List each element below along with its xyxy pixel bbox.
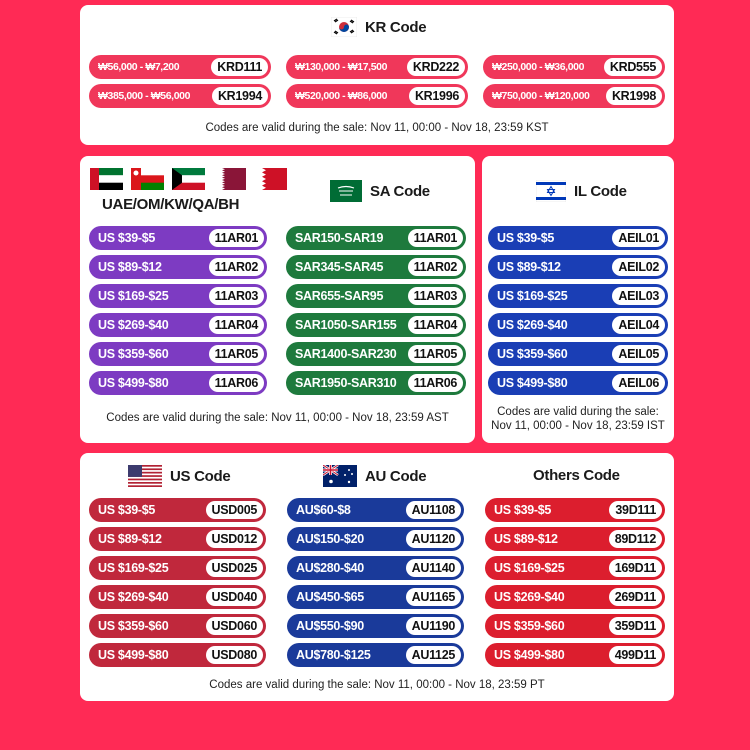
il-code-pill[interactable] [488, 284, 668, 308]
us-price-range: US $359-$60 [98, 619, 169, 633]
il-coupon-code[interactable]: AEIL05 [612, 345, 665, 363]
others-coupon-code[interactable]: 169D11 [609, 559, 662, 577]
gcc-price-range: US $39-$5 [98, 231, 156, 245]
us-code-pill[interactable] [89, 556, 266, 580]
il-coupon-code[interactable]: AEIL03 [612, 287, 665, 305]
kr-coupon-code[interactable]: KRD111 [211, 58, 268, 76]
others-price-range: US $269-$40 [494, 590, 565, 604]
il-price-range: US $39-$5 [497, 231, 555, 245]
us-code-pill[interactable] [89, 527, 266, 551]
others-price-range: US $359-$60 [494, 619, 565, 633]
sa-header [330, 180, 430, 202]
others-header [533, 467, 620, 484]
au-coupon-code[interactable]: AU1125 [406, 646, 461, 664]
us-code-pill[interactable] [89, 498, 266, 522]
il-code-pill[interactable] [488, 226, 668, 250]
il-price-range: US $169-$25 [497, 289, 568, 303]
sa-code-pill[interactable] [286, 255, 466, 279]
au-header [323, 465, 426, 487]
sa-code-pill[interactable] [286, 371, 466, 395]
others-coupon-code[interactable]: 39D111 [609, 501, 662, 519]
us-coupon-code[interactable]: USD005 [206, 501, 263, 519]
sa-validity-note: Codes are valid during the sale: Nov 11, 00:00 - Nov 18, 23:59 AST [106, 412, 449, 424]
sa-price-range: SAR1950-SAR310 [295, 376, 397, 390]
us-coupon-code[interactable]: USD025 [206, 559, 263, 577]
kr-title: KR Code [365, 18, 427, 36]
au-title: AU Code [365, 467, 427, 485]
us-au-others-code-card [80, 453, 674, 701]
others-price-range: US $499-$80 [494, 648, 565, 662]
kr-price-range: ₩130,000 - ₩17,500 [295, 61, 388, 73]
others-coupon-code[interactable]: 269D11 [609, 588, 662, 606]
kr-code-card [80, 5, 674, 145]
gcc-coupon-code[interactable]: 11AR01 [209, 229, 264, 247]
au-price-range: AU$450-$65 [296, 590, 364, 604]
il-price-range: US $499-$80 [497, 376, 568, 390]
il-coupon-code[interactable]: AEIL04 [612, 316, 665, 334]
sa-code-pill[interactable] [286, 226, 466, 250]
gcc-coupon-code[interactable]: 11AR03 [209, 287, 264, 305]
au-coupon-code[interactable]: AU1120 [406, 530, 461, 548]
pt-validity-note: Codes are valid during the sale: Nov 11, 00:00 - Nov 18, 23:59 PT [209, 679, 545, 691]
others-coupon-code[interactable]: 359D11 [609, 617, 662, 635]
il-price-range: US $269-$40 [497, 318, 568, 332]
gcc-price-range: US $169-$25 [98, 289, 169, 303]
others-price-range: US $89-$12 [494, 532, 558, 546]
kr-price-range: ₩520,000 - ₩86,000 [295, 90, 388, 102]
bahrain-flag-icon [254, 168, 287, 190]
au-code-pill[interactable] [287, 527, 464, 551]
au-code-pill[interactable] [287, 585, 464, 609]
kr-price-range: ₩250,000 - ₩36,000 [492, 61, 585, 73]
gcc-price-range: US $89-$12 [98, 260, 162, 274]
kr-code-pill[interactable] [483, 84, 665, 108]
gcc-code-pill[interactable] [89, 226, 267, 250]
us-coupon-code[interactable]: USD040 [206, 588, 263, 606]
au-code-pill[interactable] [287, 614, 464, 638]
us-price-range: US $89-$12 [98, 532, 162, 546]
au-coupon-code[interactable]: AU1108 [406, 501, 461, 519]
gcc-coupon-code[interactable]: 11AR06 [209, 374, 264, 392]
sa-coupon-code[interactable]: 11AR06 [408, 374, 463, 392]
sa-price-range: SAR150-SAR19 [295, 231, 384, 245]
gcc-code-pill[interactable] [89, 255, 267, 279]
sa-coupon-code[interactable]: 11AR04 [408, 316, 463, 334]
sa-price-range: SAR1400-SAR230 [295, 347, 397, 361]
gcc-sa-code-card [80, 156, 475, 443]
others-code-pill[interactable] [485, 498, 665, 522]
sa-code-pill[interactable] [286, 284, 466, 308]
au-code-pill[interactable] [287, 498, 464, 522]
others-code-pill[interactable] [485, 556, 665, 580]
il-title: IL Code [574, 182, 627, 200]
au-price-range: AU$550-$90 [296, 619, 364, 633]
il-coupon-code[interactable]: AEIL02 [612, 258, 665, 276]
kuwait-flag-icon [172, 168, 205, 190]
us-code-pill[interactable] [89, 643, 266, 667]
il-validity-note-line1: Codes are valid during the sale: [497, 406, 659, 418]
others-code-pill[interactable] [485, 643, 665, 667]
gcc-price-range: US $269-$40 [98, 318, 169, 332]
au-price-range: AU$150-$20 [296, 532, 364, 546]
il-coupon-code[interactable]: AEIL06 [612, 374, 665, 392]
kr-price-range: ₩750,000 - ₩120,000 [492, 90, 590, 102]
us-coupon-code[interactable]: USD080 [206, 646, 263, 664]
israel-flag-icon [536, 180, 566, 202]
kr-coupon-code[interactable]: KR1994 [212, 87, 268, 105]
kr-code-pill[interactable] [89, 55, 271, 79]
others-price-range: US $39-$5 [494, 503, 552, 517]
us-title: US Code [170, 467, 231, 485]
gcc-header [102, 196, 239, 213]
kr-coupon-code[interactable]: KR1996 [409, 87, 465, 105]
au-code-pill[interactable] [287, 556, 464, 580]
au-price-range: AU$60-$8 [296, 503, 351, 517]
others-code-pill[interactable] [485, 614, 665, 638]
uae-flag-icon [90, 168, 123, 190]
sa-price-range: SAR1050-SAR155 [295, 318, 397, 332]
others-price-range: US $169-$25 [494, 561, 565, 575]
sa-coupon-code[interactable]: 11AR05 [408, 345, 463, 363]
kr-header [331, 17, 426, 37]
saudi-arabia-flag-icon [330, 180, 362, 202]
qatar-flag-icon [213, 168, 246, 190]
kr-code-pill[interactable] [286, 84, 468, 108]
usa-flag-icon [128, 465, 162, 487]
us-code-pill[interactable] [89, 585, 266, 609]
sa-coupon-code[interactable]: 11AR03 [408, 287, 463, 305]
us-price-range: US $269-$40 [98, 590, 169, 604]
kr-coupon-code[interactable]: KRD222 [407, 58, 465, 76]
south-korea-flag-icon [331, 17, 357, 37]
oman-flag-icon [131, 168, 164, 190]
gcc-flags [90, 168, 287, 190]
au-price-range: AU$280-$40 [296, 561, 364, 575]
sa-title: SA Code [370, 182, 430, 200]
gcc-code-pill[interactable] [89, 342, 267, 366]
sa-code-pill[interactable] [286, 342, 466, 366]
sa-code-pill[interactable] [286, 313, 466, 337]
us-code-pill[interactable] [89, 614, 266, 638]
gcc-coupon-code[interactable]: 11AR02 [209, 258, 264, 276]
il-code-pill[interactable] [488, 342, 668, 366]
us-coupon-code[interactable]: USD012 [206, 530, 263, 548]
gcc-title: UAE/OM/KW/QA/BH [102, 196, 240, 213]
kr-code-pill[interactable] [286, 55, 468, 79]
il-validity-note [482, 405, 674, 433]
il-header [536, 180, 627, 202]
au-coupon-code[interactable]: AU1190 [406, 617, 461, 635]
others-coupon-code[interactable]: 89D112 [609, 530, 662, 548]
il-validity-note-line2: Nov 11, 00:00 - Nov 18, 23:59 IST [491, 420, 665, 432]
others-title: Others Code [533, 467, 620, 484]
kr-coupon-code[interactable]: KR1998 [606, 87, 662, 105]
us-price-range: US $39-$5 [98, 503, 156, 517]
us-header [128, 465, 230, 487]
au-code-pill[interactable] [287, 643, 464, 667]
gcc-coupon-code[interactable]: 11AR05 [209, 345, 264, 363]
il-code-card [482, 156, 674, 443]
kr-coupon-code[interactable]: KRD555 [604, 58, 662, 76]
sa-coupon-code[interactable]: 11AR01 [408, 229, 463, 247]
il-code-pill[interactable] [488, 255, 668, 279]
au-coupon-code[interactable]: AU1140 [406, 559, 461, 577]
kr-price-range: ₩385,000 - ₩56,000 [98, 90, 191, 102]
gcc-price-range: US $499-$80 [98, 376, 169, 390]
gcc-price-range: US $359-$60 [98, 347, 169, 361]
il-price-range: US $89-$12 [497, 260, 561, 274]
gcc-code-pill[interactable] [89, 313, 267, 337]
us-price-range: US $169-$25 [98, 561, 169, 575]
kr-price-range: ₩56,000 - ₩7,200 [98, 61, 180, 73]
others-coupon-code[interactable]: 499D11 [609, 646, 662, 664]
us-coupon-code[interactable]: USD060 [206, 617, 263, 635]
others-code-pill[interactable] [485, 585, 665, 609]
australia-flag-icon [323, 465, 357, 487]
il-coupon-code[interactable]: AEIL01 [612, 229, 665, 247]
sa-price-range: SAR345-SAR45 [295, 260, 384, 274]
il-code-pill[interactable] [488, 313, 668, 337]
il-code-pill[interactable] [488, 371, 668, 395]
au-price-range: AU$780-$125 [296, 648, 371, 662]
kr-code-pill[interactable] [89, 84, 271, 108]
others-code-pill[interactable] [485, 527, 665, 551]
sa-coupon-code[interactable]: 11AR02 [408, 258, 463, 276]
gcc-code-pill[interactable] [89, 371, 267, 395]
au-coupon-code[interactable]: AU1165 [406, 588, 461, 606]
kr-validity-note: Codes are valid during the sale: Nov 11, 00:00 - Nov 18, 23:59 KST [205, 122, 549, 134]
il-price-range: US $359-$60 [497, 347, 568, 361]
kr-code-pill[interactable] [483, 55, 665, 79]
gcc-coupon-code[interactable]: 11AR04 [209, 316, 264, 334]
gcc-code-pill[interactable] [89, 284, 267, 308]
sa-price-range: SAR655-SAR95 [295, 289, 384, 303]
us-price-range: US $499-$80 [98, 648, 169, 662]
